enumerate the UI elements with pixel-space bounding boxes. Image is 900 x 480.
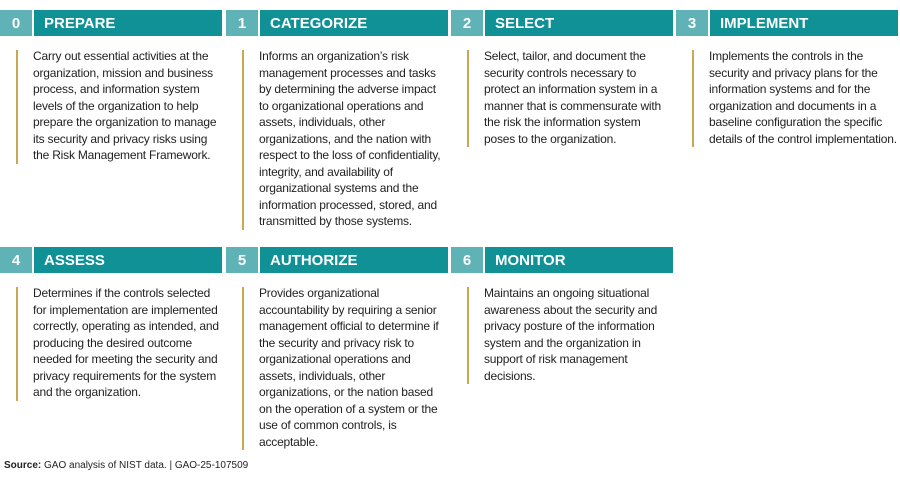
step-card-authorize (226, 247, 448, 450)
step-description (451, 48, 673, 147)
step-number: 6 (451, 247, 483, 273)
accent-line (692, 50, 694, 147)
step-card-prepare (0, 10, 222, 164)
step-text: Carry out essential activities at the organization, mission and business process, and information system levels of the organization to help prepare the organization to manage its security and privacy risks using the Risk Management Framework. (33, 49, 217, 162)
step-text: Informs an organization’s risk management processes and tasks by determining the adverse impact to organizational operations and assets, individuals, other organizations, and the nation with respect to the loss of confidentiality, integrity, and availability of organizational systems and the information processed, stored, and transmitted by those systems. (259, 49, 441, 228)
step-title: AUTHORIZE (260, 247, 448, 273)
step-description (676, 48, 898, 147)
step-header (226, 247, 448, 273)
step-header (676, 10, 898, 36)
step-title: CATEGORIZE (260, 10, 448, 36)
step-title: ASSESS (34, 247, 222, 273)
step-text: Provides organizational accountability by requiring a senior management official to determine if the security and privacy risk to organizational operations and assets, individuals, other organizations, or the nation based on the operation of a system or the use of common controls, is acceptable. (259, 286, 439, 449)
step-description (0, 48, 222, 164)
step-number: 0 (0, 10, 32, 36)
step-card-implement (676, 10, 898, 147)
step-card-categorize (226, 10, 448, 230)
step-text: Maintains an ongoing situational awareness about the security and privacy posture of the information system and the organization in support of risk management decisions. (484, 286, 658, 383)
step-title: PREPARE (34, 10, 222, 36)
step-number: 5 (226, 247, 258, 273)
step-card-assess (0, 247, 222, 401)
step-number: 2 (451, 10, 483, 36)
accent-line (242, 50, 244, 230)
step-title: MONITOR (485, 247, 673, 273)
step-description (0, 285, 222, 401)
step-text: Implements the controls in the security and privacy plans for the information systems and for the organization and documents in a baseline configuration the specific details of the control implementation. (709, 49, 897, 146)
accent-line (242, 287, 244, 450)
accent-line (16, 287, 18, 401)
step-card-select (451, 10, 673, 147)
step-text: Determines if the controls selected for implementation are implemented correctly, operating as intended, and producing the desired outcome needed for meeting the security and privacy requirements for the system and the organization. (33, 286, 219, 399)
step-description (226, 48, 448, 230)
step-description (226, 285, 448, 450)
step-title: SELECT (485, 10, 673, 36)
step-description (451, 285, 673, 384)
source-note (4, 460, 248, 471)
step-header (0, 247, 222, 273)
accent-line (467, 287, 469, 384)
source-label: Source: (4, 460, 42, 471)
step-number: 4 (0, 247, 32, 273)
step-card-monitor (451, 247, 673, 384)
step-header (0, 10, 222, 36)
step-number: 3 (676, 10, 708, 36)
step-header (226, 10, 448, 36)
step-header (451, 247, 673, 273)
step-number: 1 (226, 10, 258, 36)
step-header (451, 10, 673, 36)
step-text: Select, tailor, and document the security controls necessary to protect an information system in a manner that is commensurate with the risk the information system poses to the organization. (484, 49, 662, 146)
source-text: GAO analysis of NIST data. | GAO-25-107509 (44, 460, 249, 471)
accent-line (467, 50, 469, 147)
accent-line (16, 50, 18, 164)
step-title: IMPLEMENT (710, 10, 898, 36)
